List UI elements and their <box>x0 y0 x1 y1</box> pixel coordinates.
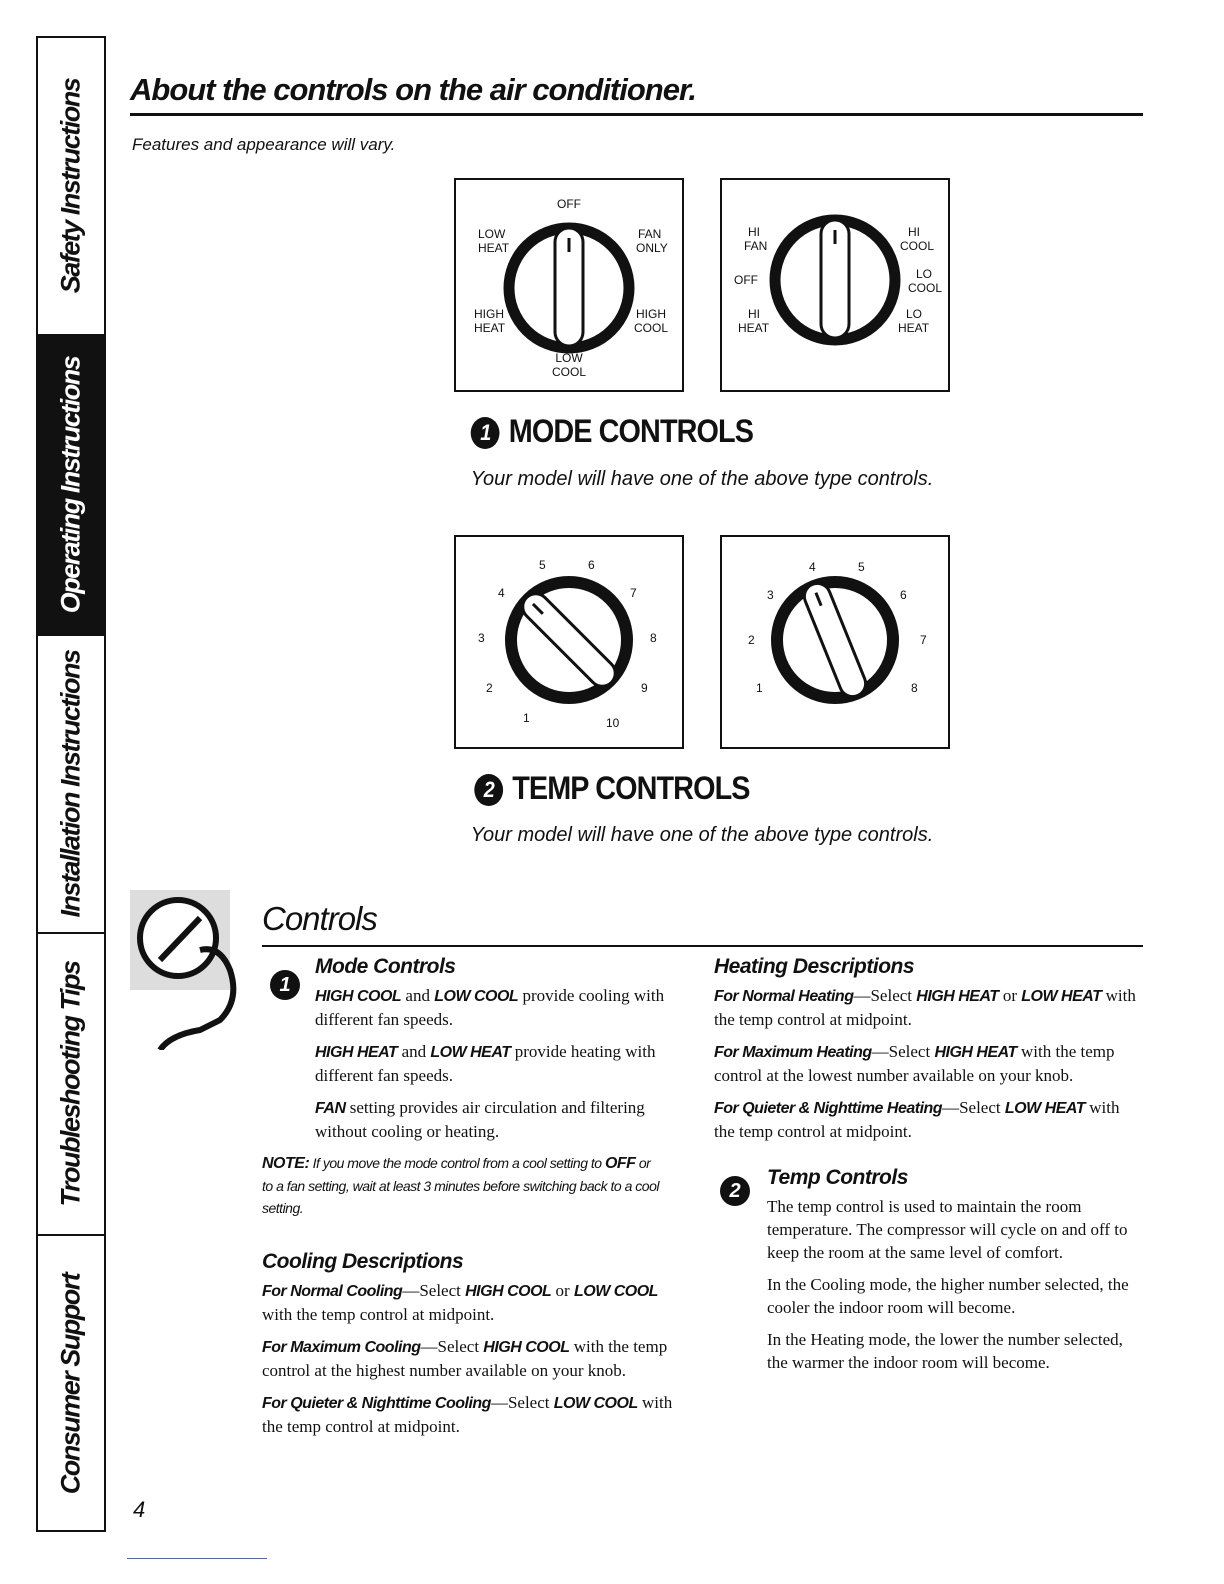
dial-label: 3 <box>767 588 774 602</box>
mode-dial-rotary-2 <box>720 178 950 392</box>
tab-label: Consumer Support <box>55 1273 86 1495</box>
dial-label: 4 <box>498 586 505 600</box>
title-rule <box>130 113 1143 116</box>
controls-section-title: Controls <box>262 900 377 937</box>
temp-controls-subheading: Temp Controls <box>767 1166 908 1189</box>
cooling-maximum: For Maximum Cooling—Select HIGH COOL with the temp control at the highest number available on your knob. <box>262 1337 668 1380</box>
controls-rule <box>262 945 1143 947</box>
dial-label: HEAT <box>738 321 770 335</box>
dial-label: 6 <box>588 558 595 572</box>
left-column <box>262 955 692 1447</box>
dial-label: HI <box>748 307 760 321</box>
dial-label: 8 <box>650 631 657 645</box>
dial-label: HEAT <box>478 241 510 255</box>
dial-label: HEAT <box>474 321 506 335</box>
mode-controls-caption: Your model will have one of the above type controls. <box>470 468 934 490</box>
page-subtitle: Features and appearance will vary. <box>132 135 396 154</box>
dial-label: 2 <box>486 681 493 695</box>
tab-label: Troubleshooting Tips <box>55 961 86 1207</box>
heating-maximum: For Maximum Heating—Select HIGH HEAT with the temp control at the lowest number available on your knob. <box>714 1042 1115 1085</box>
mode-para-heat: HIGH HEAT and LOW HEAT provide heating with different fan speeds. <box>315 1042 656 1085</box>
dial-label: 5 <box>539 558 546 572</box>
temp-para-3: In the Heating mode, the lower the number selected, the warmer the indoor room will become. <box>767 1330 1123 1372</box>
dial-label: 5 <box>858 560 865 574</box>
dial-label: 3 <box>478 631 485 645</box>
temp-controls-caption: Your model will have one of the above type controls. <box>470 824 934 846</box>
dial-label: HIGH <box>474 307 504 321</box>
cooling-quiet: For Quieter & Nighttime Cooling—Select LOW COOL with the temp control at midpoint. <box>262 1393 673 1436</box>
dial-label: OFF <box>734 273 758 287</box>
dial-label: 6 <box>900 588 907 602</box>
dial-label-off: OFF <box>557 197 581 211</box>
dial-label: 2 <box>748 633 755 647</box>
dial-label: 7 <box>920 633 927 647</box>
mode-controls-heading: 1 MODE CONTROLS <box>61 413 1163 450</box>
mode-dial-rotary-1 <box>454 178 684 392</box>
step-2-badge: 2 <box>720 1176 750 1206</box>
dial-label: 7 <box>630 586 637 600</box>
mode-para-cool: HIGH COOL and LOW COOL provide cooling with different fan speeds. <box>315 986 665 1029</box>
dial-label: 1 <box>756 681 763 695</box>
dial-label: COOL <box>551 365 587 379</box>
tab-label: Safety Instructions <box>55 78 86 294</box>
tab-consumer-support[interactable] <box>38 1236 104 1532</box>
heating-quiet: For Quieter & Nighttime Heating—Select LOW HEAT with the temp control at midpoint. <box>714 1098 1120 1141</box>
dial-label: FAN <box>744 239 768 253</box>
dial-label: 10 <box>606 716 620 730</box>
dial-label: 8 <box>911 681 918 695</box>
dial-label: HEAT <box>898 321 930 335</box>
temp-dial-1-to-10 <box>454 535 684 749</box>
dial-label: COOL <box>634 321 669 335</box>
mode-controls-subheading: Mode Controls <box>315 955 456 978</box>
page-number: 4 <box>133 1497 146 1522</box>
footer-line <box>127 1558 267 1559</box>
tab-label: Operating Instructions <box>55 356 86 614</box>
temp-dial-1-to-8 <box>720 535 950 749</box>
dial-label: 9 <box>641 681 648 695</box>
mode-note: NOTE: If you move the mode control from a cool setting to OFF or to a fan setting, wait at least 3 minutes before switching back to a cool setting. <box>262 1155 659 1216</box>
dial-label: HI <box>908 225 920 239</box>
dial-label: HI <box>748 225 760 239</box>
hand-turning-knob-icon <box>130 880 255 1050</box>
dial-label: LO <box>906 307 923 321</box>
tab-safety-instructions[interactable] <box>38 38 104 336</box>
step-1-badge: 1 <box>270 970 300 1000</box>
dial-label: HIGH <box>636 307 666 321</box>
page-title: About the controls on the air conditioner. <box>130 72 696 107</box>
mode-para-fan: FAN setting provides air circulation and filtering without cooling or heating. <box>315 1098 645 1141</box>
dial-label: 1 <box>523 711 530 725</box>
dial-label: LOW <box>555 351 583 365</box>
heating-normal: For Normal Heating—Select HIGH HEAT or LOW HEAT with the temp control at midpoint. <box>714 986 1136 1029</box>
right-column <box>714 955 1139 1383</box>
temp-para-1: The temp control is used to maintain the room temperature. The compressor will cycle on and off to keep the room at the same level of comfort. <box>767 1197 1128 1262</box>
dial-label: ONLY <box>636 241 668 255</box>
dial-label: COOL <box>908 281 943 295</box>
cooling-normal: For Normal Cooling—Select HIGH COOL or LOW COOL with the temp control at midpoint. <box>262 1281 658 1324</box>
dial-label: 4 <box>809 560 816 574</box>
dial-label: FAN <box>638 227 662 241</box>
dial-label: LO <box>916 267 933 281</box>
heating-descriptions-heading: Heating Descriptions <box>714 955 915 978</box>
temp-controls-heading: 2 TEMP CONTROLS <box>61 770 1163 807</box>
dial-label: COOL <box>900 239 935 253</box>
temp-para-2: In the Cooling mode, the higher number selected, the cooler the indoor room will become. <box>767 1275 1129 1317</box>
cooling-descriptions-heading: Cooling Descriptions <box>262 1250 464 1273</box>
tab-label: Installation Instructions <box>55 650 86 918</box>
tab-troubleshooting-tips[interactable] <box>38 934 104 1236</box>
dial-label: LOW <box>478 227 506 241</box>
